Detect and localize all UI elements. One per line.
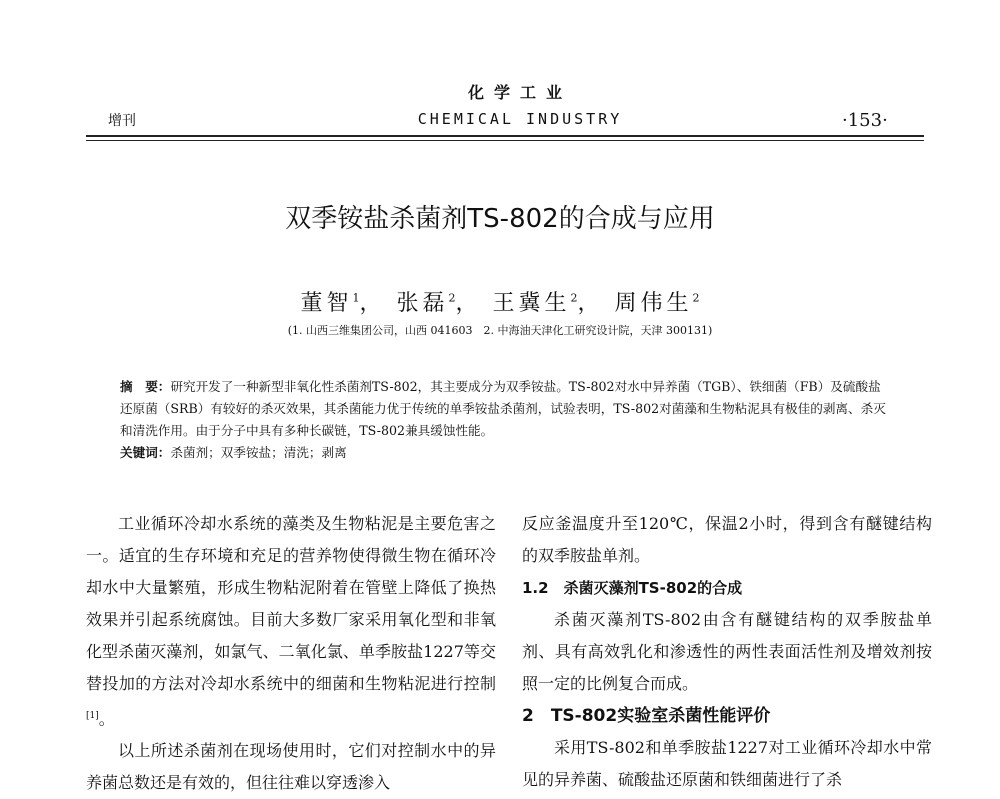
author-name: 张磊 (396, 291, 449, 316)
journal-title-cn: 化学工业 (467, 83, 572, 102)
body-paragraph-continued: 反应釜温度升至120℃，保温2小时，得到含有醚键结构的双季胺盐单剂。 (522, 514, 932, 565)
author-separator: ， (359, 291, 386, 316)
journal-title-en: CHEMICAL INDUSTRY (417, 110, 623, 128)
section-heading-1-2: 1.2 杀菌灭藻剂TS-802的合成 (522, 579, 743, 597)
author-affil-mark: 2 (570, 291, 578, 305)
abstract-label: 摘 要： (120, 379, 171, 394)
header-rule-thin (86, 140, 924, 141)
body-paragraph: 以上所述杀菌剂在现场使用时，它们对控制水中的异养菌总数还是有效的，但往往难以穿透渗入 (86, 741, 496, 793)
author-affil-mark: 2 (692, 291, 700, 305)
author-affil-mark: 1 (352, 291, 360, 305)
page-number: ·153· (842, 110, 888, 131)
abstract-text: 研究开发了一种新型非氧化性杀菌剂TS-802，其主要成分为双季铵盐。TS-802对水中异养菌（TGB）、铁细菌（FB）及硫酸盐还原菌（SRB）有较好的杀灭效果，其杀菌能力优于传统的单季铵盐杀菌剂，试验表明，TS-802对菌藻和生物粘泥具有极佳的剥离、杀灭和清洗作用。由于分子中具有多种长碳链，TS-802兼具缓蚀性能。 (120, 379, 886, 438)
author-affiliations: (1. 山西三维集团公司，山西 041603 2. 中海油天津化工研究设计院，天津 300131) (287, 324, 713, 337)
body-paragraph: 采用TS-802和单季胺盐1227对工业循环冷却水中常见的异养菌、硫酸盐还原菌和铁细菌进行了杀 (522, 738, 932, 789)
keywords-text: 杀菌剂；双季铵盐；清洗；剥离 (170, 445, 347, 460)
abstract (120, 376, 890, 464)
abstract-paragraph (120, 376, 890, 442)
keywords-label: 关键词： (120, 445, 171, 460)
citation-ref-1[interactable]: [1] (86, 711, 99, 721)
body-text: 工业循环冷却水系统的藻类及生物粘泥是主要危害之一。适宜的生存环境和充足的营养物使得微生物在循环冷却水中大量繁殖，形成生物粘泥附着在管壁上降低了换热效果并引起系统腐蚀。目前大多数厂家采用氧化型和非氧化型杀菌灭藻剂，如氯气、二氧化氯、单季胺盐1227等交替投加的方法对冷却水系统中的细菌和生物粘泥进行控制 (86, 514, 496, 693)
issue-label: 增刊 (108, 113, 136, 129)
body-column-right (522, 508, 932, 796)
body-column-left (86, 508, 496, 799)
body-paragraph (86, 508, 496, 735)
author-affil-mark: 2 (448, 291, 456, 305)
section-heading-2: 2 TS-802实验室杀菌性能评价 (522, 706, 771, 726)
header-rule-thick (86, 135, 924, 137)
author-separator: ， (577, 291, 604, 316)
body-paragraph: 杀菌灭藻剂TS-802由含有醚键结构的双季胺盐单剂、具有高效乳化和渗透性的两性表面活性剂及增效剂按照一定的比例复合而成。 (522, 610, 932, 693)
body-text-end: 。 (98, 709, 115, 729)
author-name: 周伟生 (614, 291, 693, 316)
keywords-line (120, 442, 890, 464)
author-name: 董智 (300, 291, 353, 316)
article-title: 双季铵盐杀菌剂TS-802的合成与应用 (285, 204, 715, 234)
author-list (0, 286, 1000, 317)
author-separator: ， (455, 291, 482, 316)
author-name: 王冀生 (492, 291, 571, 316)
